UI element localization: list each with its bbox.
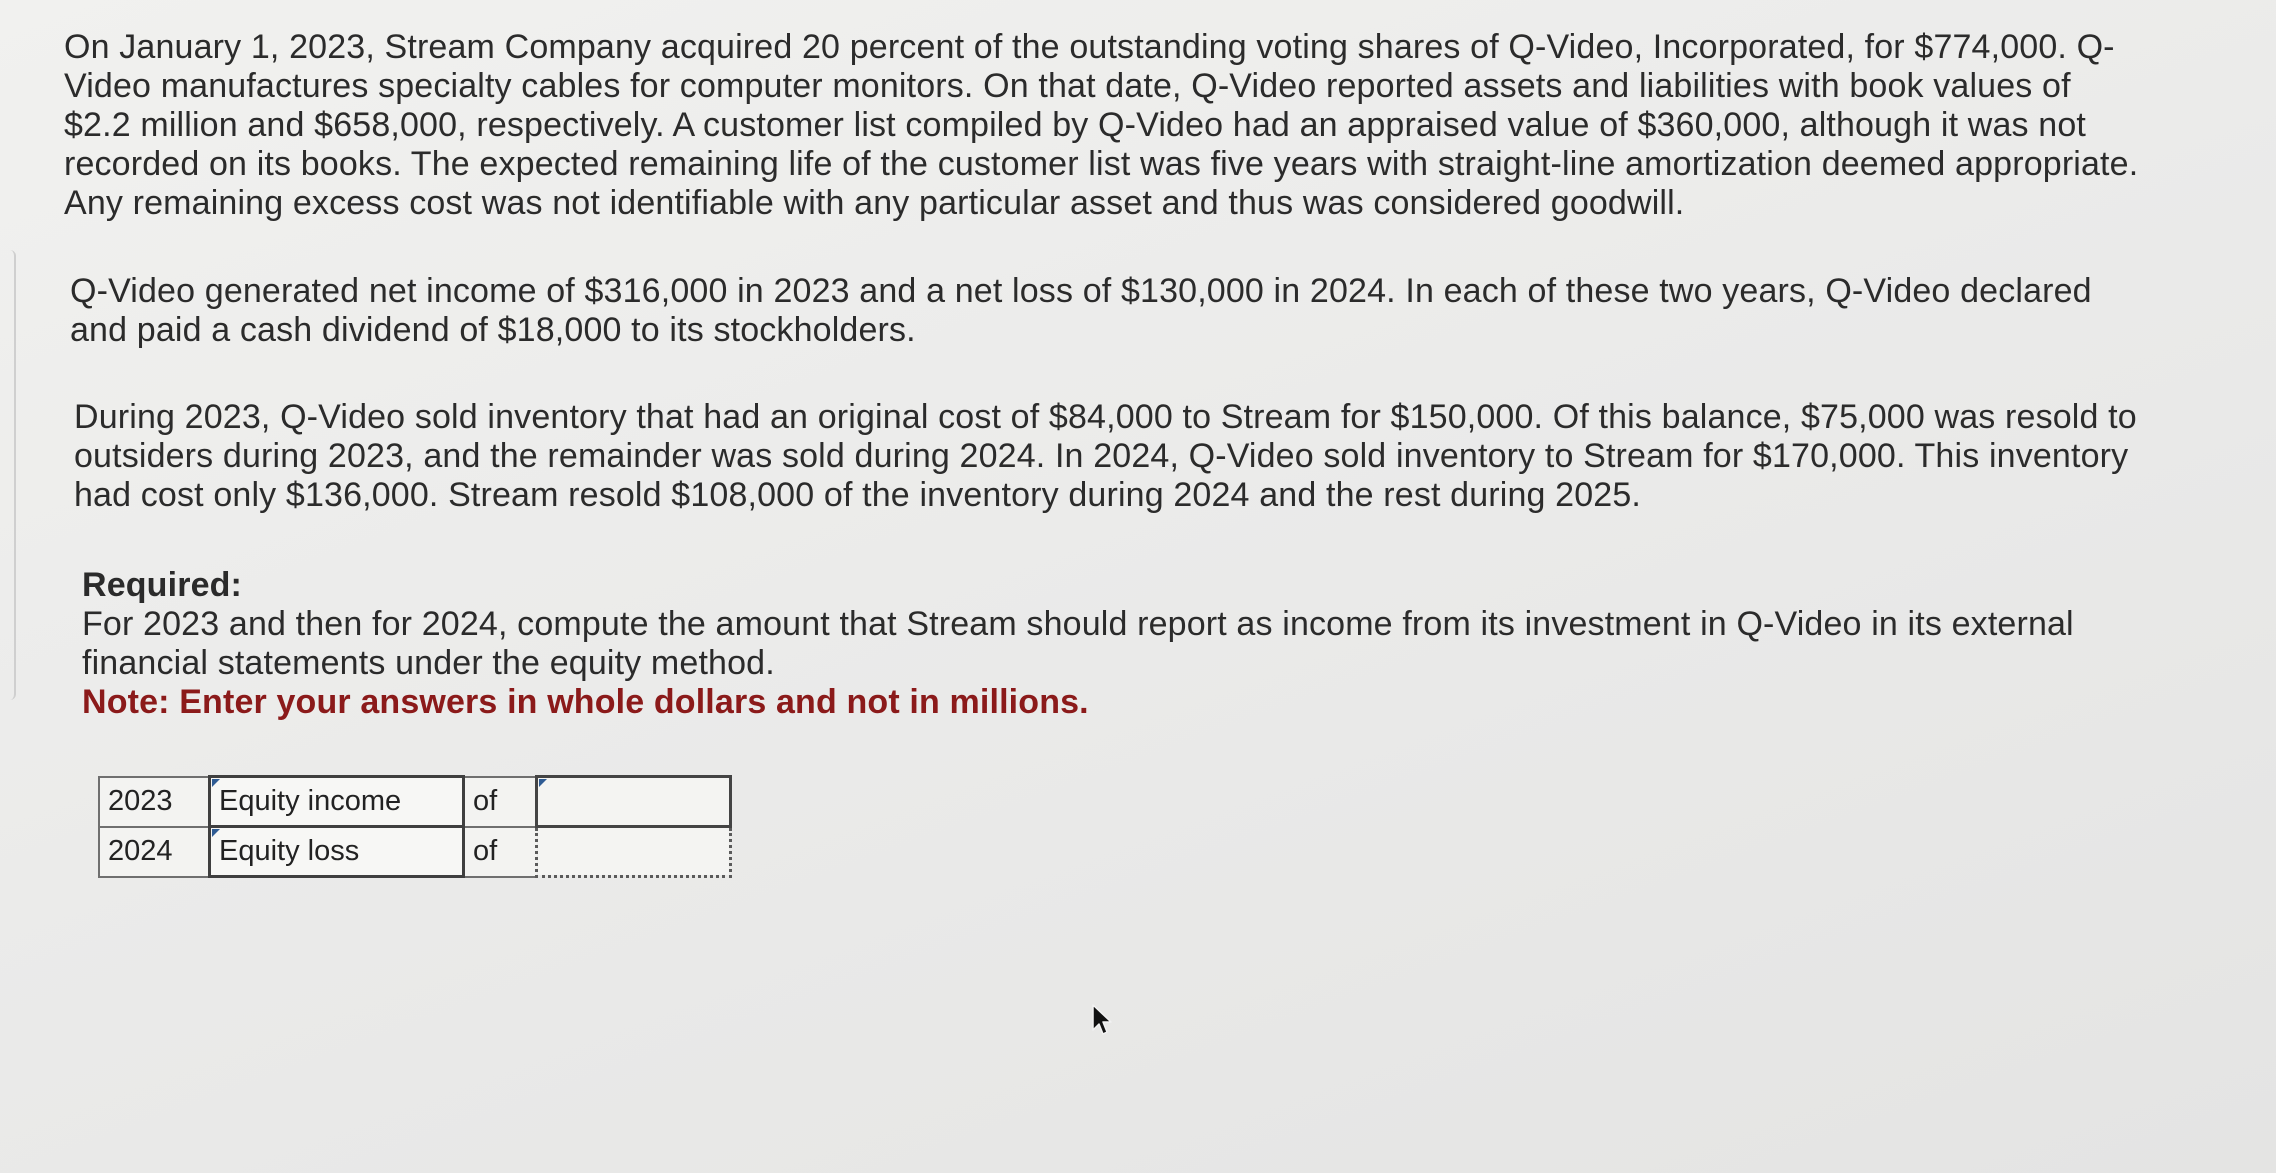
problem-paragraph-3: [74, 398, 2154, 515]
paragraph-text: Q-Video generated net income of $316,000 in 2023 and a net loss of $130,000 in 2024. In each of these two years, Q-Video declared and paid a cash dividend of $18,000 to its stockholders.: [70, 272, 2092, 349]
required-heading: Required:: [82, 566, 243, 604]
of-label: of: [464, 827, 537, 877]
paragraph-text: On January 1, 2023, Stream Company acquired 20 percent of the outstanding voting shares of Q-Video, Incorporated, for $774,000. Q-Video manufactures specialty cables for computer monitors. On that date, Q-Video reported assets and liabilities with book values of $2.2 million and $658,000, respectively. A customer list compiled by Q-Video had an appraised value of $360,000, although it was not recorded on its books. The expected remaining life of the customer list was five years with straight-line amortization deemed appropriate. Any remaining excess cost was not identifiable with any particular asset and thus was considered goodwill.: [64, 28, 2139, 222]
required-text: For 2023 and then for 2024, compute the amount that Stream should report as income from its investment in Q-Video in its external financial statements under the equity method.: [82, 605, 2074, 682]
problem-paragraph-2: [70, 272, 2150, 350]
required-section: [82, 566, 2162, 722]
year-label: 2023: [99, 777, 210, 827]
answer-row-2024: [99, 827, 731, 877]
page-edge-decoration: [0, 250, 16, 700]
cursor-arrow-icon: [1090, 1003, 1116, 1037]
year-label: 2024: [99, 827, 210, 877]
dropdown-marker-icon: [212, 779, 220, 787]
answer-table: [98, 775, 732, 878]
problem-paragraph-1: [64, 28, 2144, 223]
amount-input[interactable]: [537, 777, 731, 827]
required-note: Note: Enter your answers in whole dollars and not in millions.: [82, 683, 1089, 721]
income-type-dropdown[interactable]: [210, 777, 464, 827]
dropdown-value: Equity loss: [219, 835, 360, 867]
paragraph-text: During 2023, Q-Video sold inventory that had an original cost of $84,000 to Stream for $150,000. Of this balance, $75,000 was resold to outsiders during 2023, and the remainder was sold during 2024. In 2024, Q-Video sold inventory to Stream for $170,000. This inventory had cost only $136,000. Stream resold $108,000 of the inventory during 2024 and the rest during 2025.: [74, 398, 2137, 514]
of-label: of: [464, 777, 537, 827]
amount-input[interactable]: [537, 827, 731, 877]
dropdown-value: Equity income: [219, 785, 402, 817]
input-marker-icon: [539, 779, 547, 787]
answer-row-2023: [99, 777, 731, 827]
dropdown-marker-icon: [212, 829, 220, 837]
income-type-dropdown[interactable]: [210, 827, 464, 877]
